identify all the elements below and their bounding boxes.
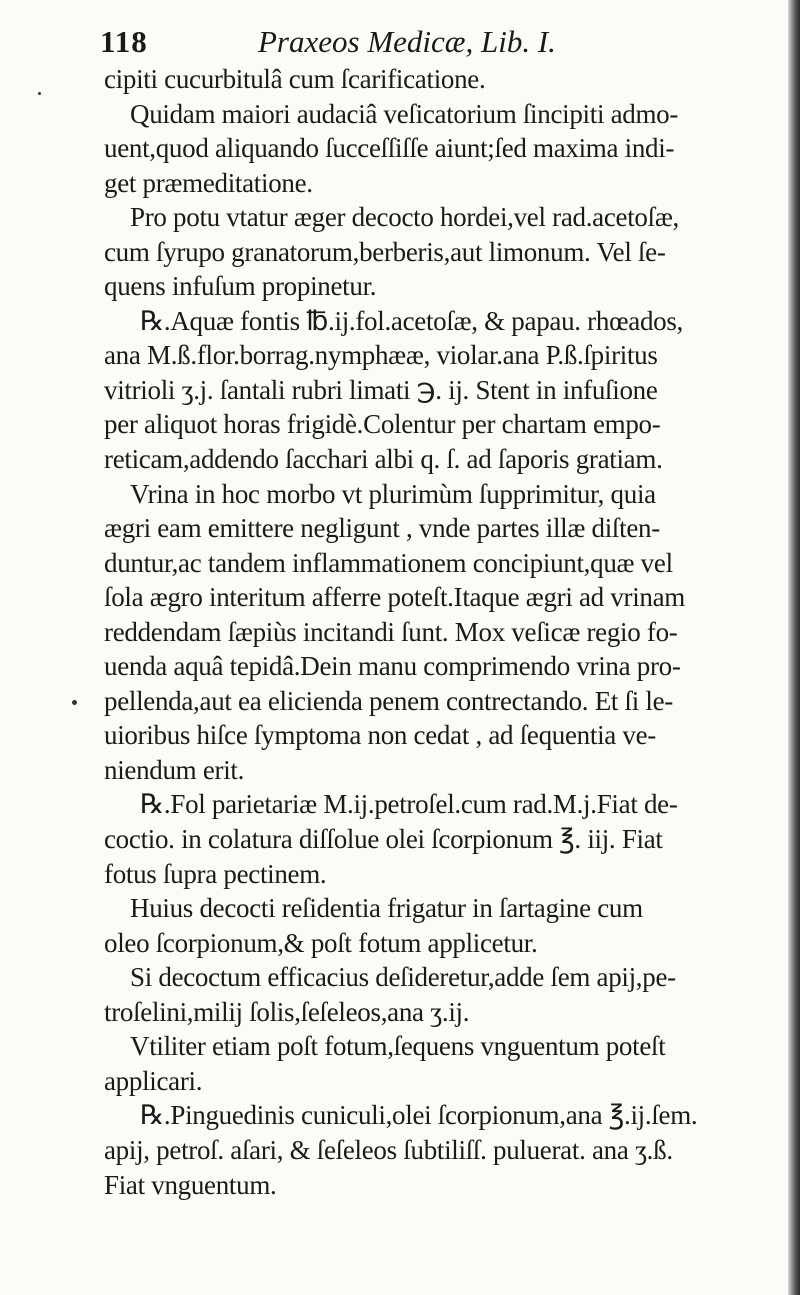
text-line: reticam,addendo ſacchari albi q. ſ. ad ſaporis gratiam. — [104, 444, 663, 475]
text-line: ℞.Fol parietariæ M.ij.petroſel.cum rad.M.j.Fiat de- — [140, 789, 678, 820]
text-line: Huius decocti reſidentia frigatur in ſartagine cum — [130, 893, 643, 924]
text-line: uioribus hiſce ſymptoma non cedat , ad ſequentia ve- — [104, 720, 656, 751]
text-line: ſola ægro interitum afferre poteſt.Itaque ægri ad vrinam — [104, 582, 686, 613]
text-line: coctio. in colatura diſſolue olei ſcorpionum ℥. iij. Fiat — [104, 824, 663, 855]
text-line: cum ſyrupo granatorum,berberis,aut limonum. Vel ſe- — [104, 236, 666, 267]
text-line: pellenda,aut ea elicienda penem contrectando. Et ſi le- — [104, 685, 673, 716]
margin-dot — [38, 92, 41, 95]
text-line: apij, petroſ. aſari, & ſeſeleos ſubtiliſſ. puluerat. ana ʒ.ß. — [104, 1134, 673, 1165]
text-line: reddendam ſæpiùs incitandi ſunt. Mox veſicæ regio fo- — [104, 616, 678, 647]
text-line: Si decoctum efficacius deſideretur,adde ſem apij,pe- — [130, 962, 676, 993]
text-line: vitrioli ʒ.j. ſantali rubri limati ℈. ij. Stent in infuſione — [104, 374, 658, 405]
text-line: troſelini,milij ſolis,ſeſeleos,ana ʒ.ij. — [104, 996, 470, 1027]
text-line: ægri eam emittere negligunt , vnde partes illæ diſten- — [104, 513, 660, 544]
text-line: Vtiliter etiam poſt fotum,ſequens vnguentum poteſt — [130, 1031, 666, 1062]
page-edge-shadow — [788, 0, 800, 1295]
text-line: Vrina in hoc morbo vt plurimùm ſupprimitur, quia — [130, 478, 656, 509]
margin-dot — [72, 700, 77, 705]
text-line: Quidam maiori audaciâ veſicatorium ſincipiti admo- — [130, 98, 679, 129]
text-line: cipiti cucurbitulâ cum ſcarificatione. — [104, 64, 486, 94]
text-line: uent,quod aliquando ſucceſſiſſe aiunt;ſed maxima indi- — [104, 133, 675, 164]
text-line: uenda aquâ tepidâ.Dein manu comprimendo vrina pro- — [104, 651, 681, 682]
text-line: ℞.Aquæ fontis ℔.ij.fol.acetoſæ, & papau. rhœados, — [140, 305, 684, 336]
page-number: 118 — [100, 24, 148, 59]
text-line: applicari. — [104, 1065, 203, 1096]
running-title: Praxeos Medicæ, Lib. I. — [258, 24, 556, 59]
text-line: Fiat vnguentum. — [104, 1169, 277, 1200]
text-line: ana M.ß.flor.borrag.nymphææ, violar.ana P.ß.ſpiritus — [104, 340, 658, 371]
text-line: niendum erit. — [104, 754, 245, 785]
body-text — [104, 62, 768, 1202]
text-line: ℞.Pinguedinis cuniculi,olei ſcorpionum,ana ℥.ij.ſem. — [140, 1100, 698, 1131]
text-line: get præmeditatione. — [104, 167, 313, 198]
text-line: fotus ſupra pectinem. — [104, 858, 327, 889]
text-line: Pro potu vtatur æger decocto hordei,vel rad.acetoſæ, — [130, 202, 679, 233]
text-line: oleo ſcorpionum,& poſt fotum applicetur. — [104, 927, 538, 958]
page-header — [100, 22, 660, 62]
text-line: per aliquot horas frigidè.Colentur per chartam empo- — [104, 409, 661, 440]
text-line: duntur,ac tandem inflammationem concipiunt,quæ vel — [104, 547, 673, 578]
text-line: quens infuſum propinetur. — [104, 271, 377, 302]
